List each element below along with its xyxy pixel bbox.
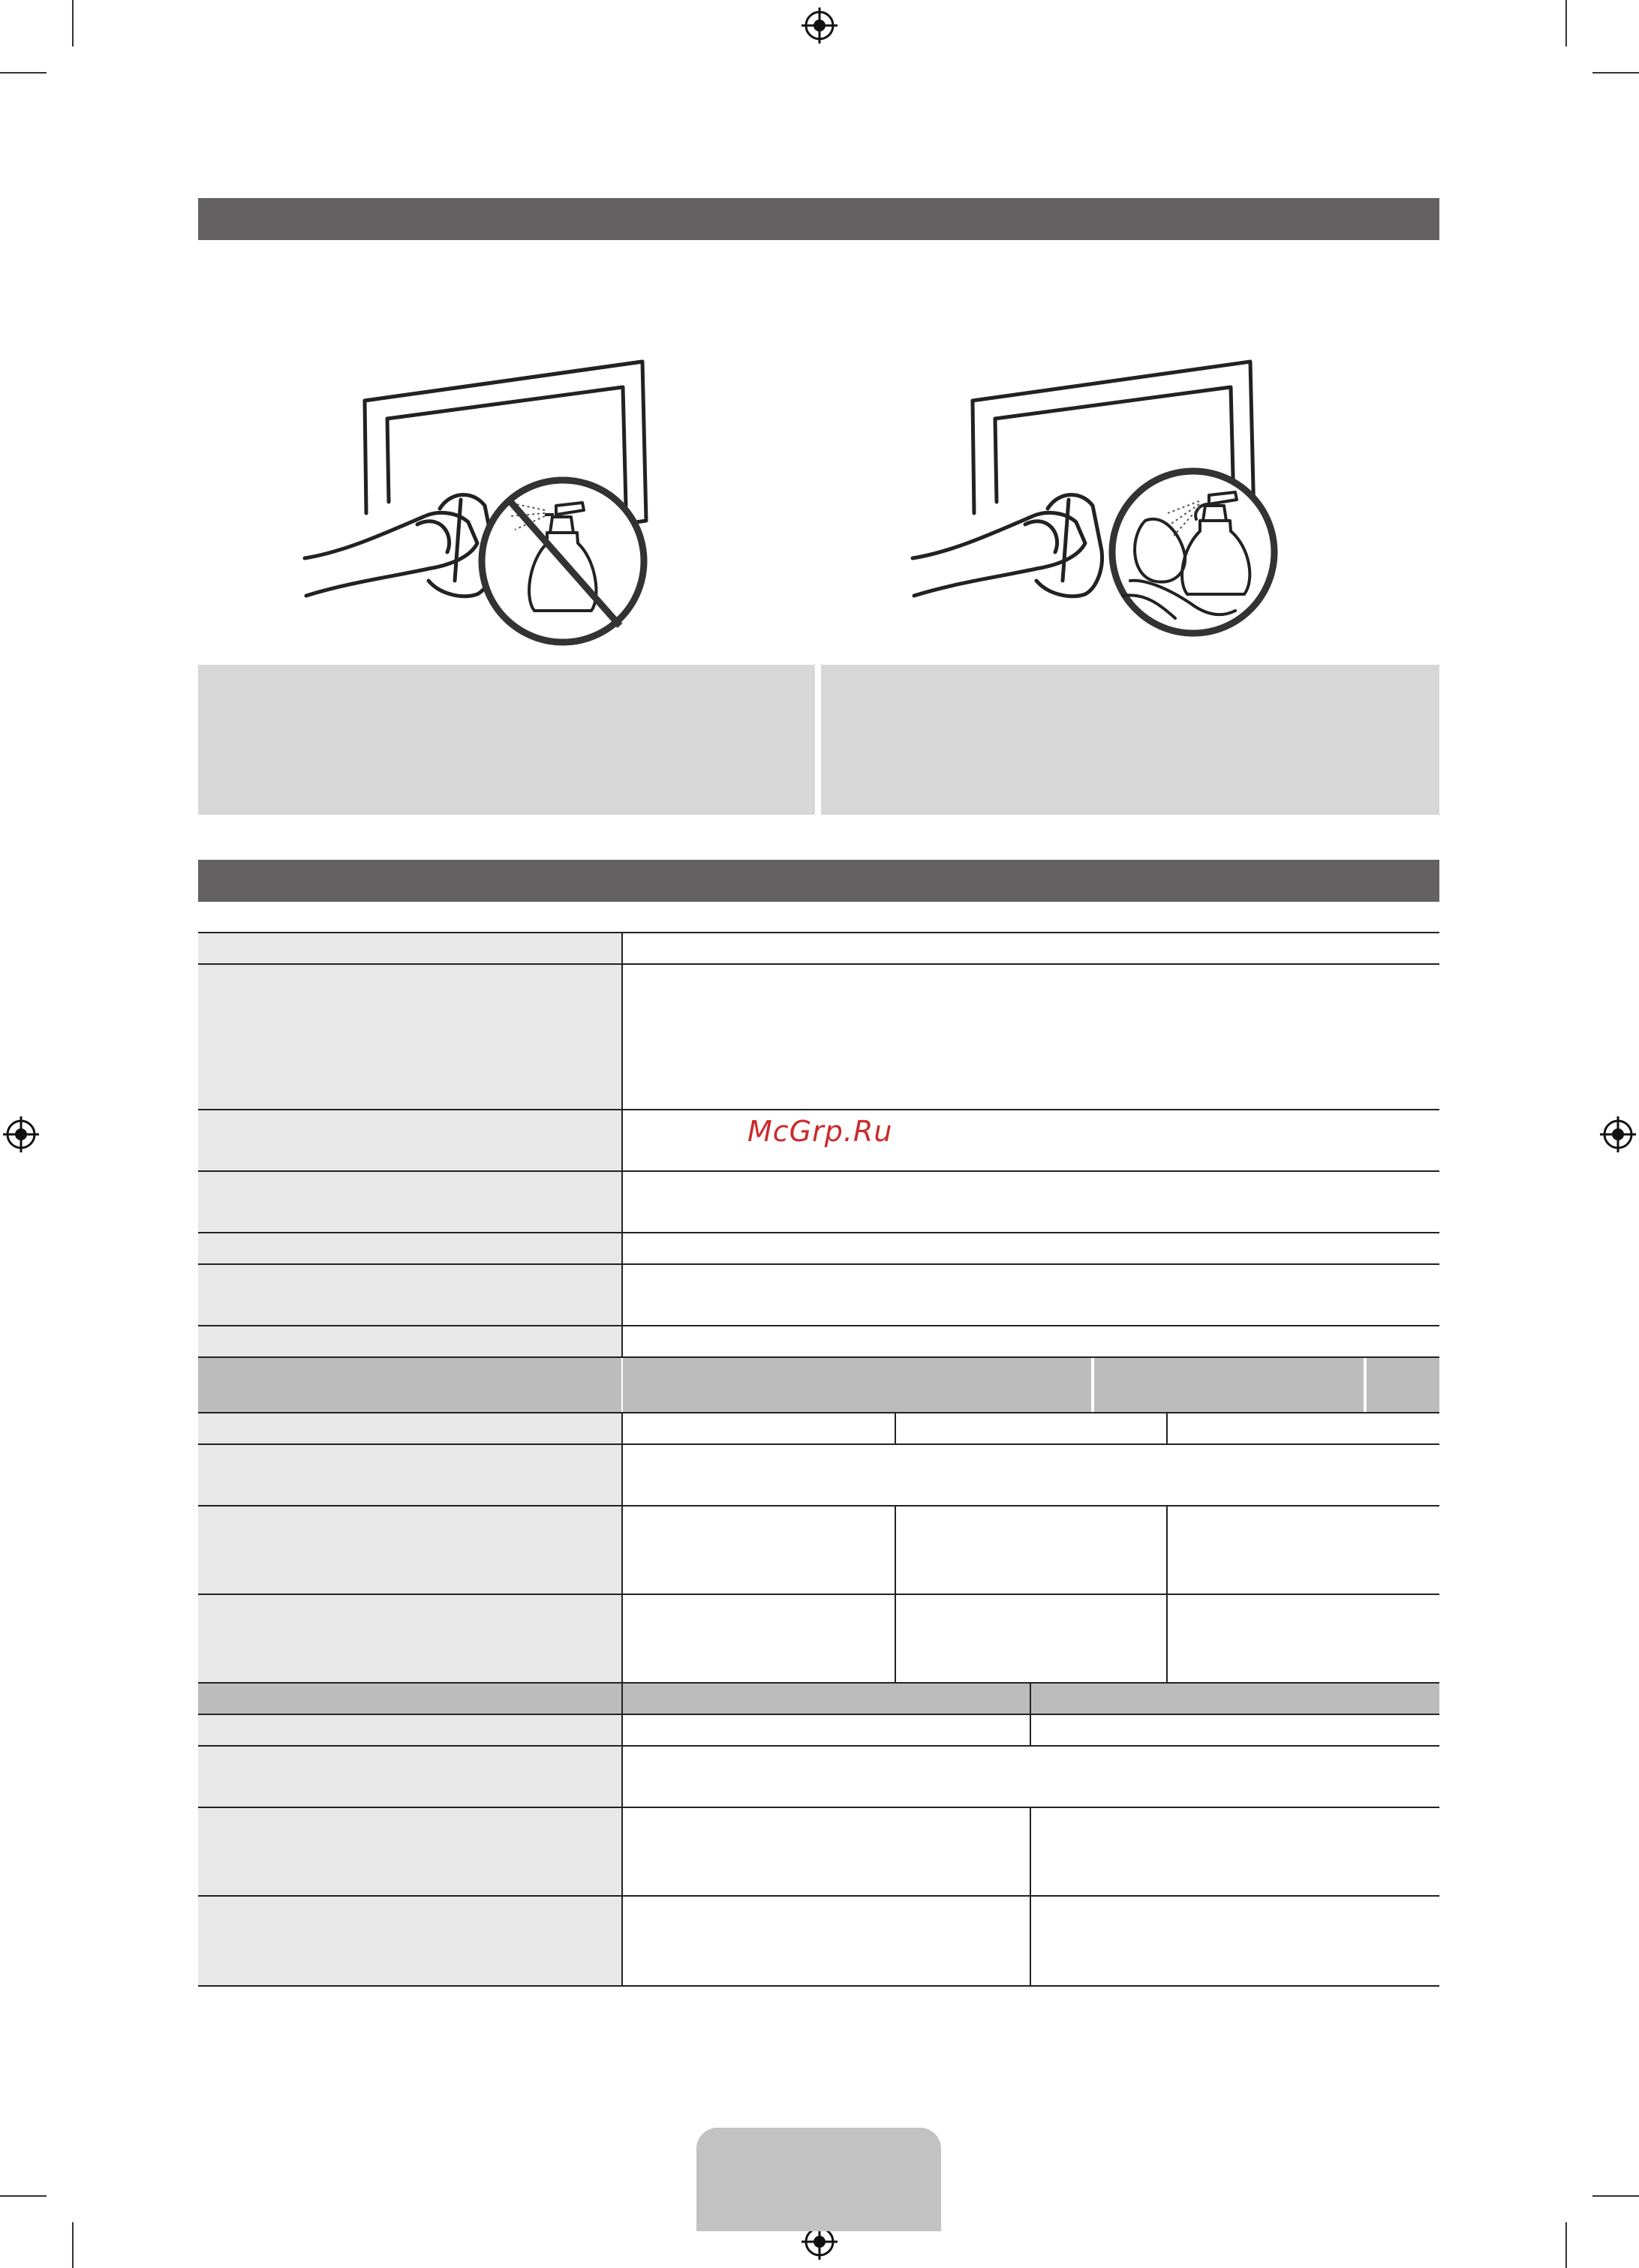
crop-mark bbox=[1565, 2222, 1567, 2268]
registration-mark-icon bbox=[2, 1115, 41, 1154]
note-box-right bbox=[821, 665, 1439, 815]
table-header-row bbox=[198, 1682, 1439, 1715]
table-row-label bbox=[198, 1506, 621, 1595]
no-spray-illustration bbox=[297, 356, 672, 648]
crop-mark bbox=[0, 72, 47, 74]
table-row bbox=[198, 1745, 1439, 1808]
table-row bbox=[198, 932, 1439, 965]
table-row bbox=[198, 1170, 1439, 1233]
no-spray-icon bbox=[482, 480, 644, 642]
table-row bbox=[198, 1263, 1439, 1326]
crop-mark bbox=[1565, 0, 1567, 47]
table-row bbox=[198, 1505, 1439, 1595]
table-row-label bbox=[198, 1684, 621, 1715]
table-row bbox=[198, 1594, 1439, 1684]
crop-mark bbox=[1592, 72, 1639, 74]
table-row-label bbox=[198, 1747, 621, 1808]
section-header-bar bbox=[198, 198, 1439, 240]
crop-mark bbox=[0, 2195, 47, 2197]
table-row-label bbox=[198, 1595, 621, 1684]
table-row-label bbox=[198, 1110, 621, 1172]
section-header-bar bbox=[198, 860, 1439, 902]
table-row-label bbox=[198, 933, 621, 965]
table-row bbox=[198, 1443, 1439, 1506]
table-row bbox=[198, 1232, 1439, 1265]
table-row-label bbox=[198, 1897, 621, 1985]
table-row-label bbox=[198, 1413, 621, 1445]
table-row-label bbox=[198, 965, 621, 1110]
crop-mark bbox=[72, 2222, 74, 2268]
table-row bbox=[198, 1325, 1439, 1358]
table-row-label bbox=[198, 1172, 621, 1233]
specifications-table bbox=[198, 932, 1439, 1988]
table-row-label bbox=[198, 1715, 621, 1747]
table-row-label bbox=[198, 1445, 621, 1506]
spray-on-cloth-illustration bbox=[905, 356, 1280, 648]
spray-on-cloth-icon bbox=[1112, 471, 1274, 633]
watermark-text: McGrp.Ru bbox=[747, 1115, 893, 1148]
table-row bbox=[198, 1807, 1439, 1897]
table-row bbox=[198, 963, 1439, 1110]
registration-mark-icon bbox=[1598, 1115, 1637, 1154]
table-row-label bbox=[198, 1808, 621, 1897]
crop-mark bbox=[72, 0, 74, 47]
table-row-label bbox=[198, 1265, 621, 1326]
table-row-label bbox=[198, 1233, 621, 1265]
table-row bbox=[198, 1895, 1439, 1987]
table-row-label bbox=[198, 1358, 621, 1413]
table-row-label bbox=[198, 1326, 621, 1358]
table-row bbox=[198, 1714, 1439, 1747]
registration-mark-icon bbox=[800, 6, 839, 45]
table-header-row bbox=[198, 1356, 1439, 1413]
crop-mark bbox=[1592, 2195, 1639, 2197]
table-row bbox=[198, 1412, 1439, 1445]
page-number-tab bbox=[696, 2128, 941, 2231]
note-box-left bbox=[198, 665, 815, 815]
